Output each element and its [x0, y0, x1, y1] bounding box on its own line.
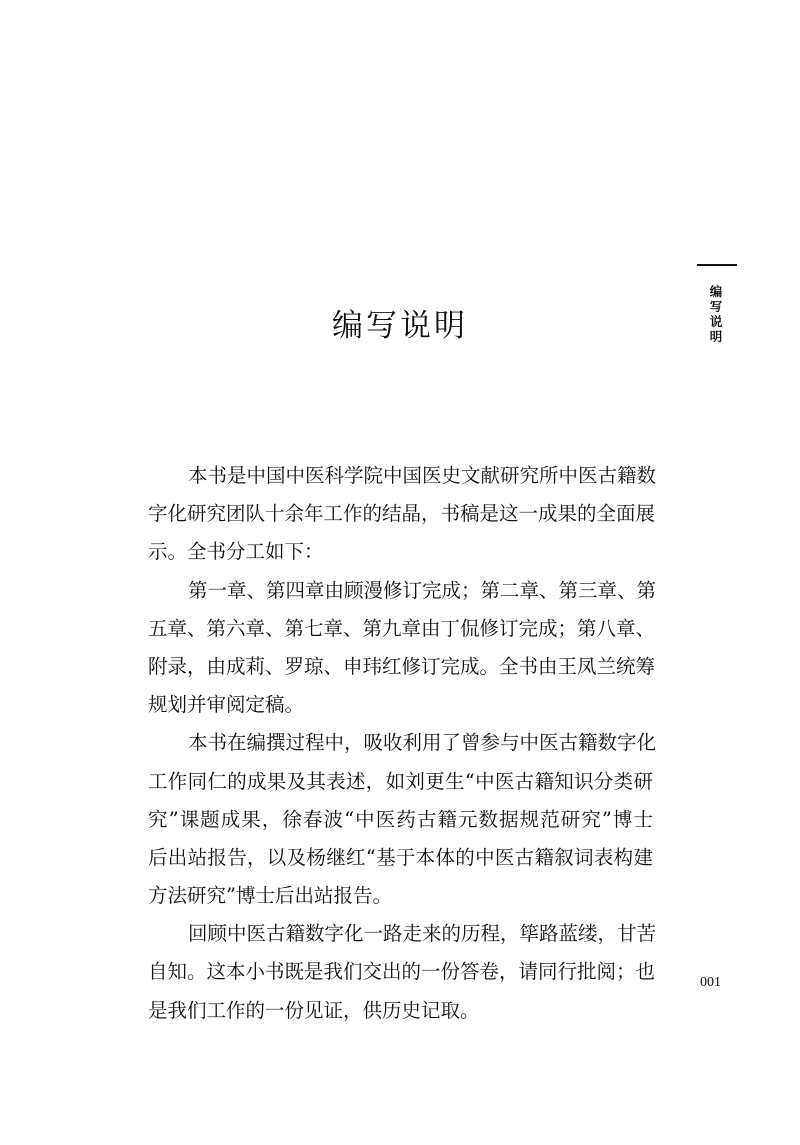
- running-header-char: 编: [709, 284, 723, 299]
- paragraph: [148, 462, 657, 577]
- text-line: 附录，由成莉、罗琼、申玮红修订完成。全书由王凤兰统筹: [148, 654, 656, 678]
- text-line: 规划并审阅定稿。: [148, 693, 305, 717]
- text-line: 五章、第六章、第七章、第九章由丁侃修订完成；第八章、: [148, 616, 656, 640]
- text-line: 方法研究”博士后出站报告。: [148, 884, 392, 908]
- paragraph: [148, 920, 657, 1035]
- running-header: [708, 284, 724, 344]
- paragraph: [148, 577, 657, 730]
- body-text: [148, 462, 657, 1035]
- header-rule: [697, 264, 737, 266]
- text-line: 究”课题成果，徐春波“中医药古籍元数据规范研究”博士: [148, 807, 653, 831]
- text-line: 自知。这本小书既是我们交出的一份答卷，请同行批阅；也: [148, 960, 656, 984]
- text-line: 示。全书分工如下：: [148, 540, 324, 564]
- page-number: 001: [700, 975, 721, 990]
- text-line: 回顾中医古籍数字化一路走来的历程，筚路蓝缕，甘苦: [188, 922, 657, 946]
- text-line: 字化研究团队十余年工作的结晶，书稿是这一成果的全面展: [148, 502, 656, 526]
- text-line: 本书在编撰过程中，吸收利用了曾参与中医古籍数字化: [188, 731, 657, 755]
- running-header-char: 说: [709, 314, 723, 329]
- text-line: 第一章、第四章由顾漫修订完成；第二章、第三章、第: [188, 578, 657, 602]
- text-line: 是我们工作的一份见证，供历史记取。: [148, 998, 480, 1022]
- text-line: 本书是中国中医科学院中国医史文献研究所中医古籍数: [188, 464, 657, 487]
- running-header-char: 明: [709, 329, 723, 344]
- running-header-char: 写: [709, 299, 723, 314]
- text-line: 工作同仁的成果及其表述，如刘更生“中医古籍知识分类研: [148, 769, 653, 793]
- page-title: 编写说明: [332, 308, 468, 344]
- paragraph: [148, 729, 657, 920]
- text-line: 后出站报告，以及杨继红“基于本体的中医古籍叙词表构建: [148, 845, 653, 869]
